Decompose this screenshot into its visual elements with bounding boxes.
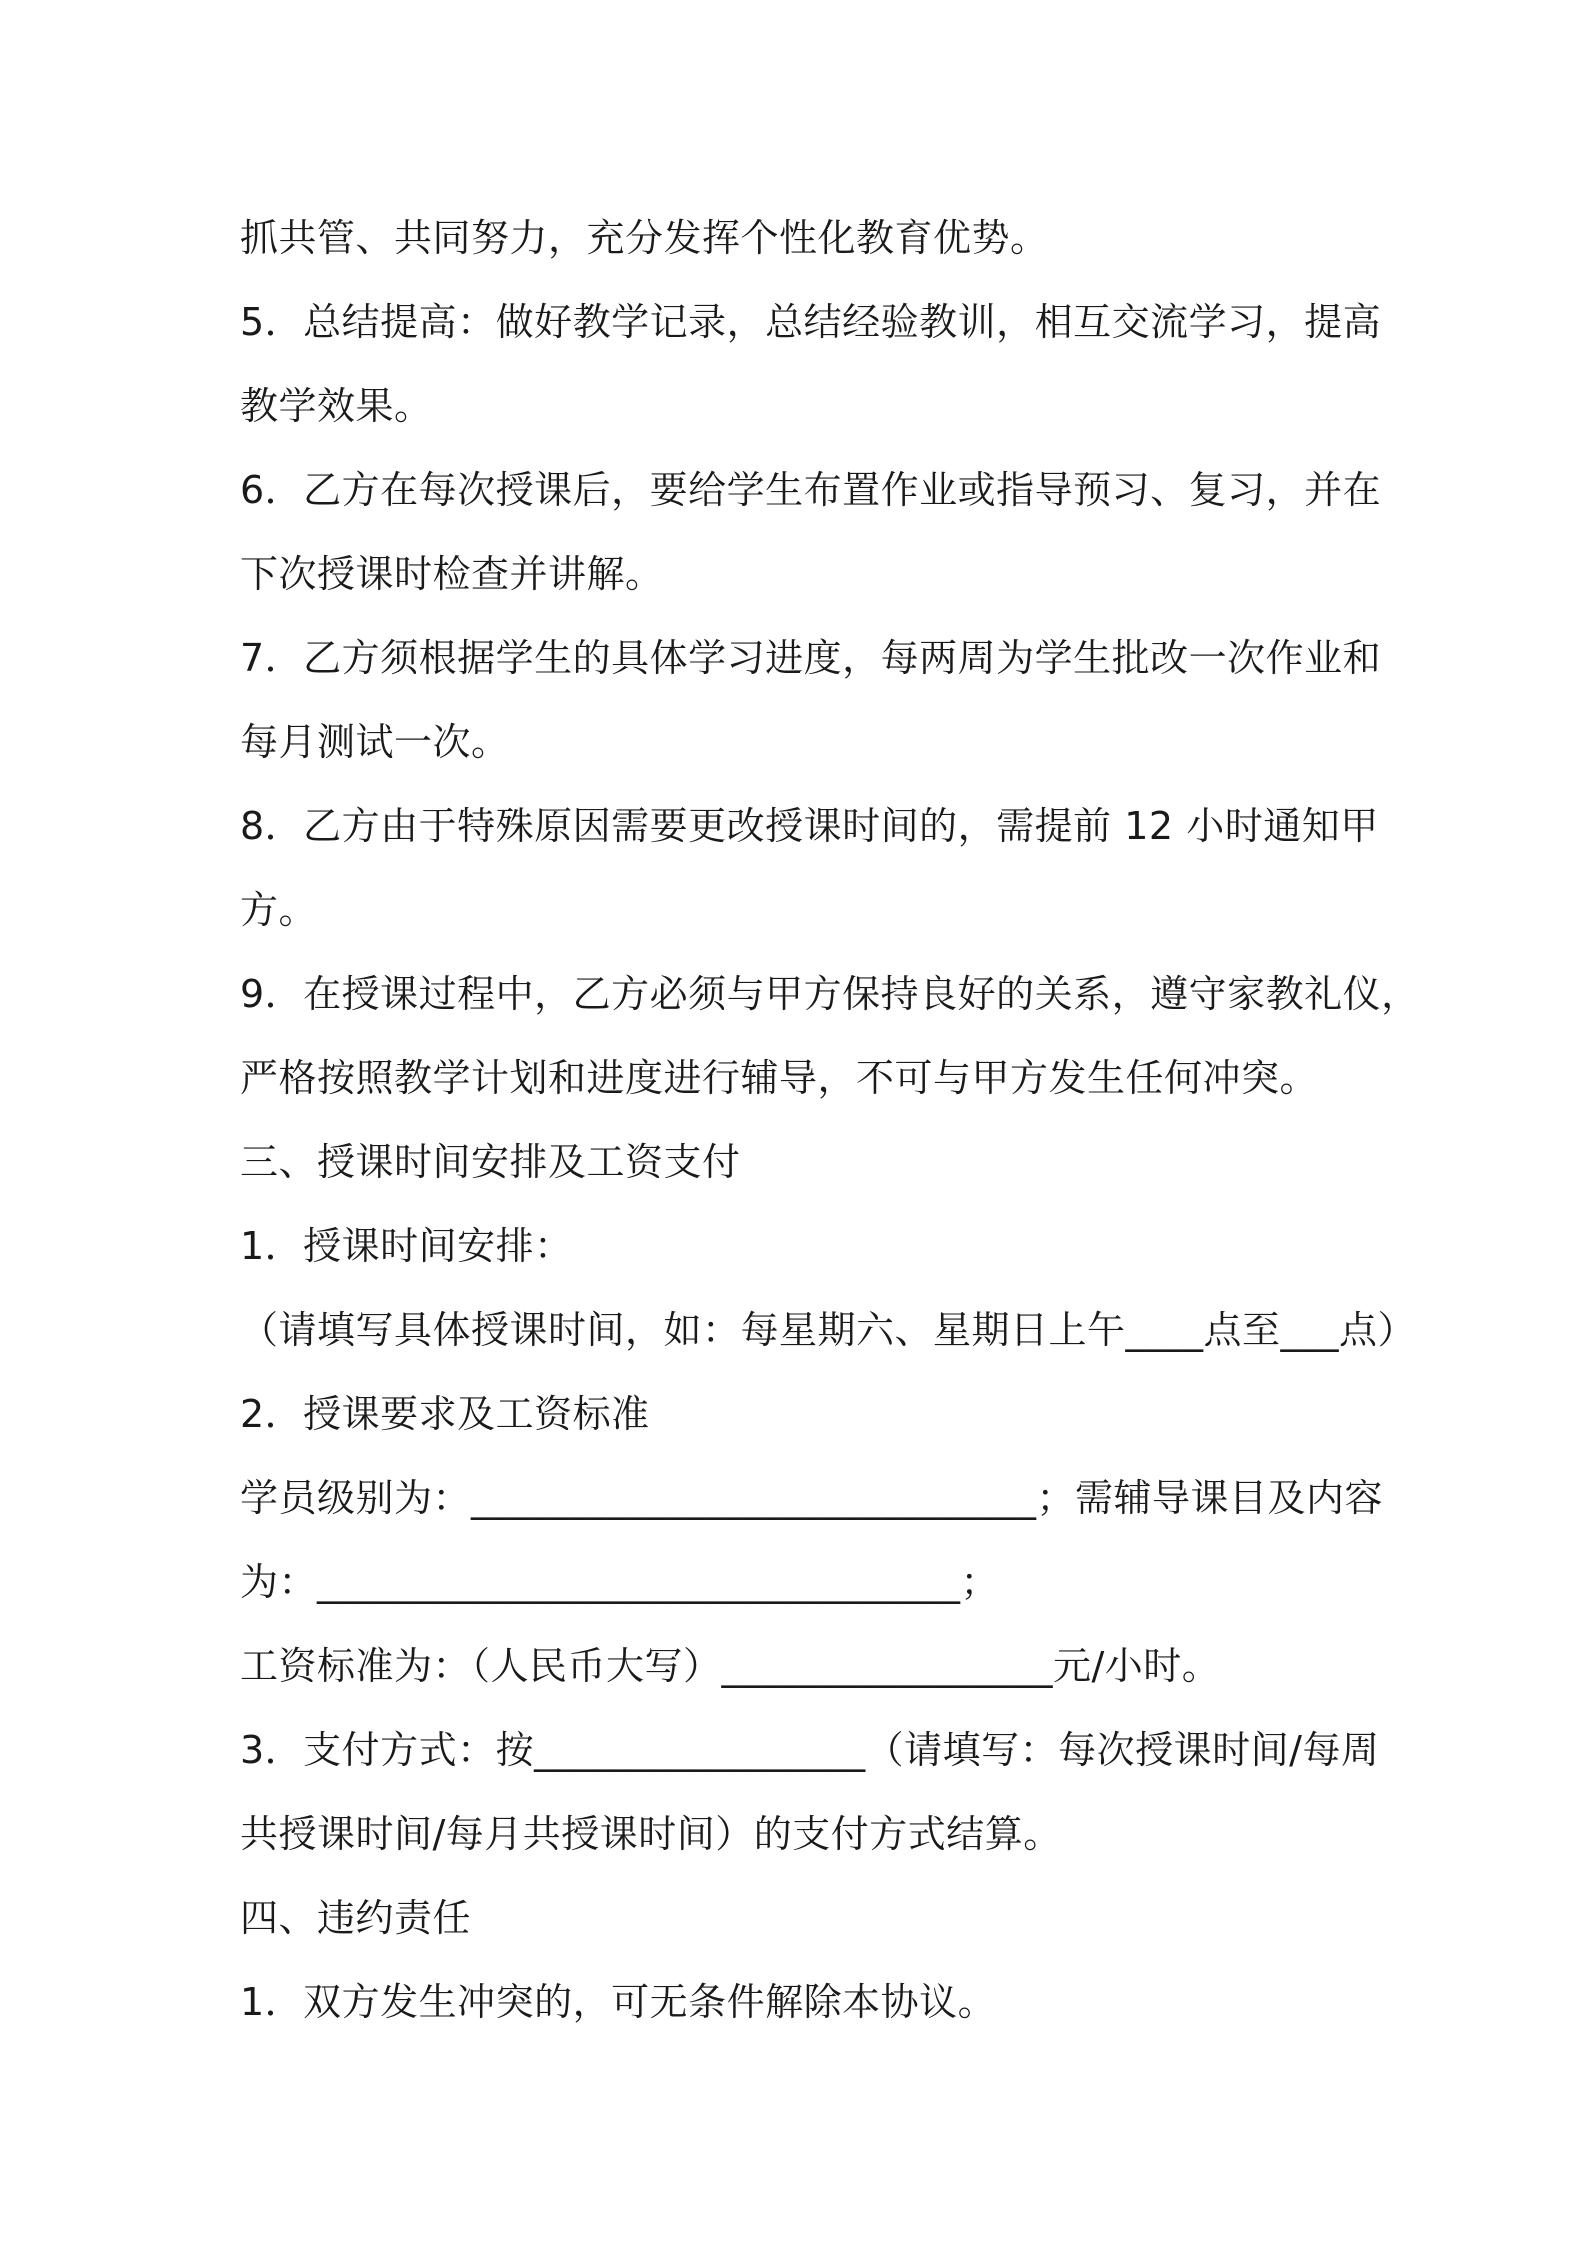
text-line: 1．授课时间安排： [240, 1224, 573, 1268]
text-line: 每月测试一次。 [240, 720, 510, 764]
text-line: 学员级别为：_____________________________；需辅导课目及内容 [240, 1476, 1384, 1520]
text-line: 7．乙方须根据学生的具体学习进度，每两周为学生批改一次作业和 [240, 636, 1382, 680]
document-body [240, 196, 1420, 2044]
section-heading: 四、违约责任 [240, 1896, 472, 1940]
text-line: 2．授课要求及工资标准 [240, 1392, 650, 1436]
text-line: 工资标准为：（人民币大写）_________________元/小时。 [240, 1644, 1221, 1688]
text-line: 9．在授课过程中，乙方必须与甲方保持良好的关系，遵守家教礼仪， [240, 972, 1420, 1016]
text-line: 6．乙方在每次授课后，要给学生布置作业或指导预习、复习，并在 [240, 468, 1382, 512]
text-line: 共授课时间/每月共授课时间）的支付方式结算。 [240, 1812, 1062, 1856]
text-line: 抓共管、共同努力，充分发挥个性化教育优势。 [240, 216, 1049, 260]
text-line: 严格按照教学计划和进度进行辅导，不可与甲方发生任何冲突。 [240, 1056, 1319, 1100]
text-line: 8．乙方由于特殊原因需要更改授课时间的，需提前 12 小时通知甲 [240, 804, 1379, 848]
text-line: 教学效果。 [240, 384, 433, 428]
section-heading: 三、授课时间安排及工资支付 [240, 1140, 741, 1184]
text-line: 5．总结提高：做好教学记录，总结经验教训，相互交流学习，提高 [240, 300, 1382, 344]
text-line: 方。 [240, 888, 318, 932]
text-line: 3．支付方式：按_________________（请填写：每次授课时间/每周 [240, 1728, 1380, 1772]
text-line: 1．双方发生冲突的，可无条件解除本协议。 [240, 1980, 997, 2024]
text-line: 为：_________________________________； [240, 1560, 1000, 1604]
text-line: （请填写具体授课时间，如：每星期六、星期日上午____点至___点） [240, 1308, 1417, 1352]
text-line: 下次授课时检查并讲解。 [240, 552, 664, 596]
